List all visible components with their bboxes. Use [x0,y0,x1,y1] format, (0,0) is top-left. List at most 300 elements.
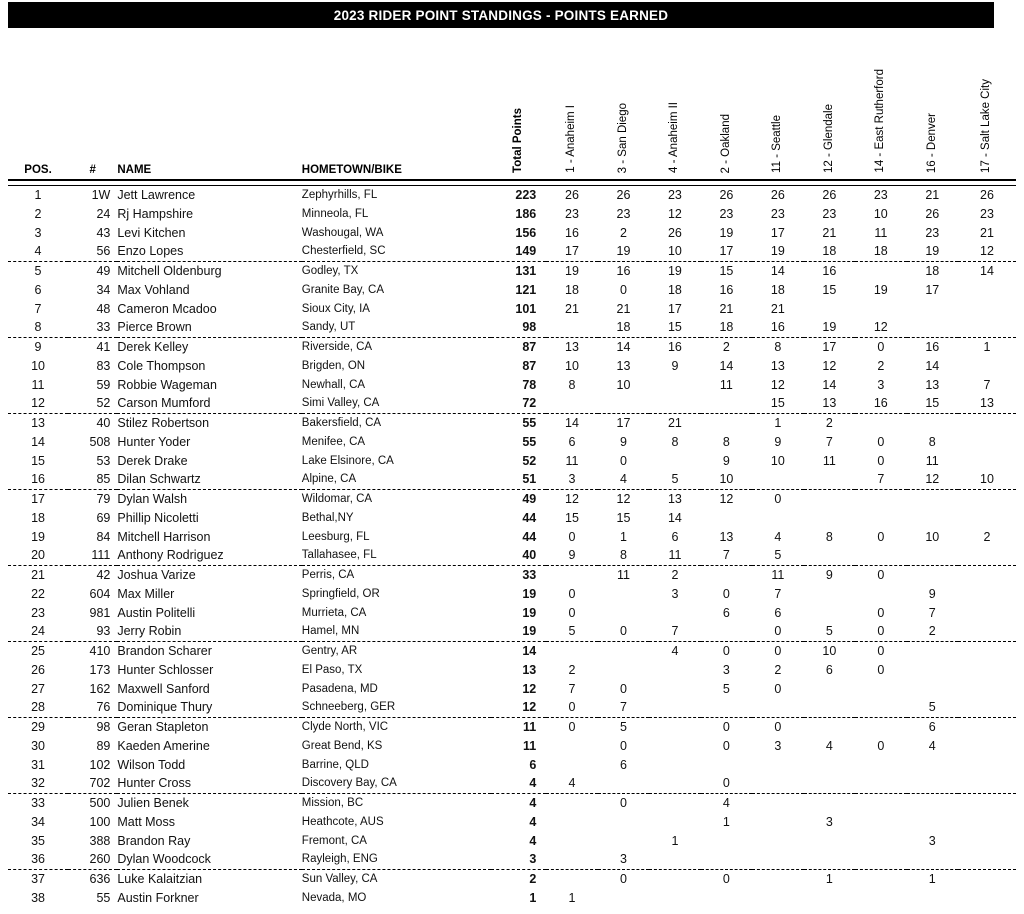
rider-number: 100 [89,814,111,829]
rider-round-points [855,489,906,508]
rider-number: 636 [89,871,111,886]
header-round-7-label: 14 - East Rutherford [874,69,887,173]
rider-round-points: 6 [568,434,576,449]
rider-name: Brandon Scharer [117,643,212,658]
rider-number: 34 [96,282,111,297]
header-number: # [89,164,96,176]
header-round-6-label: 12 - Glendale [822,103,835,173]
rider-round-points [855,812,906,831]
rider-round-points: 11 [822,453,836,468]
rider-round-points [546,641,597,660]
rider-round-points: 2 [983,529,991,544]
rider-round-points: 0 [877,738,885,753]
rider-number: 41 [96,339,111,354]
rider-round-points: 2 [774,662,782,677]
rider-round-points [855,413,906,432]
rider-round-points: 6 [722,605,730,620]
rider-hometown: Nevada, MO [301,891,367,904]
rider-round-points [752,508,803,527]
rider-round-points: 0 [619,453,627,468]
table-row [8,299,1016,318]
rider-position: 1 [34,187,42,202]
rider-total-points: 3 [491,850,547,869]
rider-round-points: 12 [855,318,906,337]
rider-hometown: Sioux City, IA [301,302,370,315]
table-row [8,869,1016,888]
rider-hometown: Schneeberg, GER [302,698,491,717]
rider-round-points [855,679,906,698]
rider-round-points: 26 [822,187,837,202]
rider-round-points: 9 [722,453,730,468]
table-row [8,641,1016,660]
rider-round-points [958,774,1016,793]
rider-round-points: 3 [774,738,782,753]
rider-position: 33 [31,795,45,810]
table-row [8,622,1016,641]
rider-round-points: 10 [925,529,940,544]
rider-round-points: 23 [925,225,940,240]
table-row [8,185,1016,204]
rider-round-points [649,698,700,717]
rider-round-points: 5 [752,546,803,565]
rider-round-points: 18 [667,282,682,297]
table-row [8,356,1016,375]
rider-round-points [855,584,906,603]
rider-round-points [907,679,958,698]
rider-number: 49 [96,263,111,278]
rider-hometown: Mission, BC [301,796,364,809]
rider-round-points [804,774,855,793]
rider-round-points: 12 [770,377,785,392]
rider-total-points: 19 [522,605,537,620]
rider-round-points: 18 [701,318,752,337]
table-row [8,451,1016,470]
rider-round-points [958,717,1016,736]
rider-round-points [649,812,700,831]
rider-name: Pierce Brown [117,318,301,337]
table-row [8,679,1016,698]
rider-round-points [958,565,1016,584]
rider-number: 702 [68,774,117,793]
rider-round-points: 14 [980,263,994,278]
rider-number: 24 [96,206,111,221]
rider-round-points: 0 [877,529,885,544]
rider-number: 53 [96,453,111,468]
rider-name: Jett Lawrence [117,187,196,202]
rider-round-points [958,356,1016,375]
rider-round-points [804,679,855,698]
rider-hometown: Springfield, OR [301,587,380,600]
rider-round-points: 0 [774,643,782,658]
rider-round-points [649,850,700,869]
rider-round-points [855,261,906,280]
rider-hometown: Heathcote, AUS [301,815,384,828]
rider-round-points: 3 [928,833,936,848]
rider-round-points: 6 [825,662,833,677]
rider-round-points: 1 [825,871,833,886]
rider-position: 5 [34,263,42,278]
table-row [8,280,1016,299]
rider-round-points: 21 [822,225,837,240]
rider-round-points: 15 [907,394,958,413]
rider-round-points [649,603,700,622]
rider-round-points [598,660,649,679]
rider-number: 98 [96,719,111,734]
rider-position: 23 [31,605,45,620]
rider-round-points [649,660,700,679]
rider-round-points: 8 [722,434,730,449]
rider-round-points: 1 [774,415,782,430]
rider-round-points: 0 [722,871,730,886]
rider-round-points [804,489,855,508]
rider-total-points: 4 [529,833,537,848]
rider-position: 29 [31,719,45,734]
rider-round-points [907,546,958,565]
rider-round-points: 23 [667,187,682,202]
rider-total-points: 4 [491,774,547,793]
rider-round-points [958,736,1016,755]
rider-round-points [855,888,906,907]
rider-round-points [752,755,803,774]
rider-round-points: 9 [671,358,679,373]
rider-round-points: 4 [722,795,730,810]
rider-number: 111 [68,546,117,565]
rider-round-points: 19 [598,242,649,261]
rider-round-points [855,546,906,565]
rider-round-points: 14 [770,263,785,278]
table-row [8,204,1016,223]
rider-round-points [907,755,958,774]
rider-round-points [958,641,1016,660]
rider-hometown: Bethal,NY [301,511,354,524]
table-header [8,40,1016,185]
rider-round-points: 1 [671,833,679,848]
rider-round-points: 9 [928,586,936,601]
rider-round-points: 10 [770,453,785,468]
rider-round-points [701,755,752,774]
rider-name: Cole Thompson [117,358,206,373]
rider-total-points: 12 [491,698,547,717]
rider-round-points: 12 [565,491,579,506]
rider-round-points [598,812,649,831]
table-row [8,888,1016,907]
rider-round-points [958,698,1016,717]
rider-round-points: 16 [752,318,803,337]
rider-position: 19 [31,529,45,544]
rider-position: 36 [8,850,68,869]
rider-name: Phillip Nicoletti [117,510,199,525]
rider-round-points [958,793,1016,812]
rider-total-points: 19 [491,622,547,641]
rider-round-points [958,508,1016,527]
rider-round-points: 13 [770,358,785,373]
rider-round-points [546,755,597,774]
rider-round-points [958,869,1016,888]
rider-name: Brandon Ray [117,833,191,848]
rider-number: 43 [96,225,111,240]
rider-round-points: 1 [928,871,936,886]
rider-position: 22 [31,586,45,601]
rider-round-points: 11 [649,546,700,565]
rider-name: Hunter Yoder [117,434,191,449]
rider-round-points: 17 [925,282,940,297]
rider-name: Luke Kalaitzian [117,871,203,886]
rider-round-points: 19 [907,242,958,261]
rider-total-points: 149 [491,242,547,261]
rider-round-points: 0 [619,738,627,753]
table-row [8,489,1016,508]
rider-round-points: 0 [877,605,885,620]
rider-hometown: Sandy, UT [302,318,491,337]
table-row [8,337,1016,356]
header-round-6 [804,40,855,180]
rider-round-points: 1 [722,814,730,829]
rider-round-points [752,831,803,850]
rider-round-points: 5 [546,622,597,641]
rider-hometown: Newhall, CA [301,378,366,391]
rider-round-points: 17 [701,242,752,261]
rider-round-points: 12 [616,491,631,506]
rider-round-points: 21 [925,187,940,202]
rider-name: Max Vohland [117,282,190,297]
rider-round-points: 10 [873,206,888,221]
table-row [8,261,1016,280]
rider-name: Rj Hampshire [117,206,194,221]
rider-number: 85 [68,470,117,489]
rider-name: Mitchell Harrison [117,529,211,544]
rider-round-points: 16 [925,339,940,354]
rider-round-points [649,717,700,736]
rider-hometown: Minneola, FL [301,207,369,220]
rider-round-points: 14 [667,510,682,525]
rider-position: 3 [34,225,42,240]
header-round-1-label: 1 - Anaheim I [565,105,578,173]
rider-round-points: 11 [719,377,733,392]
rider-round-points [907,812,958,831]
rider-round-points: 18 [598,318,649,337]
rider-position: 4 [8,242,68,261]
rider-round-points [907,888,958,907]
rider-round-points [958,888,1016,907]
rider-round-points: 12 [958,242,1016,261]
rider-round-points: 16 [855,394,906,413]
rider-hometown: Murrieta, CA [301,606,367,619]
rider-position: 11 [31,377,45,392]
rider-number: 84 [96,529,111,544]
rider-total-points: 87 [522,339,537,354]
rider-name: Cameron Mcadoo [117,301,217,316]
table-row [8,413,1016,432]
rider-round-points [855,698,906,717]
rider-round-points [804,299,855,318]
rider-total-points: 101 [515,301,537,316]
rider-round-points [546,394,597,413]
rider-round-points: 19 [565,263,579,278]
rider-round-points: 2 [671,567,679,582]
rider-name: Jerry Robin [117,622,301,641]
rider-round-points: 0 [877,453,885,468]
rider-round-points [649,793,700,812]
rider-round-points: 26 [565,187,579,202]
rider-round-points: 2 [619,225,627,240]
rider-name: Matt Moss [117,814,176,829]
rider-position: 2 [34,206,42,221]
rider-round-points [701,565,752,584]
rider-round-points: 0 [774,491,782,506]
rider-round-points: 18 [770,282,785,297]
rider-round-points: 4 [671,643,679,658]
rider-hometown: Gentry, AR [301,644,358,657]
table-row [8,660,1016,679]
rider-round-points: 11 [616,567,630,582]
rider-round-points [701,831,752,850]
rider-round-points [649,869,700,888]
rider-round-points: 4 [774,529,782,544]
header-round-3-label: 4 - Anaheim II [668,102,681,173]
header-round-4-label: 2 - Oakland [719,113,732,173]
table-row [8,508,1016,527]
rider-round-points: 4 [928,738,936,753]
rider-round-points [598,888,649,907]
rider-round-points: 15 [565,510,579,525]
rider-round-points: 5 [619,719,627,734]
rider-hometown: El Paso, TX [301,663,363,676]
rider-name: Carson Mumford [117,394,301,413]
rider-round-points: 1 [568,890,576,905]
rider-round-points: 8 [598,546,649,565]
rider-position: 35 [31,833,45,848]
rider-round-points: 8 [825,529,833,544]
table-row [8,527,1016,546]
rider-round-points: 8 [568,377,576,392]
table-row [8,774,1016,793]
table-row [8,793,1016,812]
rider-round-points [907,660,958,679]
rider-name: Joshua Varize [117,567,196,582]
rider-round-points [907,565,958,584]
rider-round-points: 10 [565,358,579,373]
rider-round-points: 18 [804,242,855,261]
rider-hometown: Menifee, CA [301,435,366,448]
rider-total-points: 2 [529,871,537,886]
rider-round-points [752,850,803,869]
rider-round-points [855,774,906,793]
rider-round-points: 0 [722,643,730,658]
rider-round-points: 1 [619,529,627,544]
rider-round-points: 12 [822,358,837,373]
rider-round-points: 4 [598,470,649,489]
rider-round-points: 0 [619,871,627,886]
rider-name: Julien Benek [117,795,189,810]
rider-round-points: 26 [925,206,940,221]
rider-total-points: 14 [522,643,537,658]
rider-round-points: 7 [825,434,833,449]
rider-round-points: 12 [719,491,734,506]
rider-round-points [804,888,855,907]
rider-round-points: 10 [701,470,752,489]
rider-name: Anthony Rodriguez [117,546,301,565]
rider-round-points: 9 [825,567,833,582]
rider-round-points [958,432,1016,451]
rider-round-points [649,394,700,413]
rider-hometown: Simi Valley, CA [302,394,491,413]
rider-round-points: 4 [546,774,597,793]
rider-position: 15 [31,453,45,468]
table-body [8,185,1016,907]
rider-round-points: 9 [546,546,597,565]
rider-round-points: 23 [980,206,994,221]
rider-round-points [958,318,1016,337]
rider-hometown: Great Bend, KS [301,739,383,752]
rider-hometown: Hamel, MN [302,622,491,641]
table-row [8,584,1016,603]
rider-position: 28 [8,698,68,717]
rider-position: 20 [8,546,68,565]
rider-round-points: 2 [568,662,576,677]
rider-round-points: 0 [568,529,576,544]
rider-name: Stilez Robertson [117,415,210,430]
rider-round-points: 23 [822,206,837,221]
rider-total-points: 98 [491,318,547,337]
rider-round-points [958,280,1016,299]
rider-round-points [958,451,1016,470]
rider-round-points: 11 [874,225,888,240]
rider-hometown: Alpine, CA [302,470,491,489]
rider-name: Austin Forkner [117,890,199,905]
rider-round-points [804,470,855,489]
rider-round-points: 6 [671,529,679,544]
rider-round-points: 2 [907,622,958,641]
rider-number: 79 [96,491,111,506]
rider-number: 508 [89,434,111,449]
rider-round-points: 15 [719,263,734,278]
rider-round-points [855,869,906,888]
rider-round-points: 18 [565,282,579,297]
rider-hometown: Riverside, CA [301,340,373,353]
rider-round-points [958,660,1016,679]
rider-name: Derek Drake [117,453,188,468]
rider-position: 34 [31,814,45,829]
rider-round-points: 0 [722,586,730,601]
rider-round-points: 0 [855,622,906,641]
header-name: NAME [117,164,152,176]
table-row [8,223,1016,242]
rider-name: Levi Kitchen [117,225,186,240]
rider-round-points [804,603,855,622]
rider-round-points: 26 [616,187,631,202]
rider-number: 76 [68,698,117,717]
rider-position: 8 [8,318,68,337]
rider-position: 9 [34,339,42,354]
rider-round-points: 0 [722,719,730,734]
rider-round-points: 23 [616,206,631,221]
rider-round-points [855,299,906,318]
rider-total-points: 33 [522,567,537,582]
rider-round-points [598,394,649,413]
rider-number: 604 [89,586,111,601]
rider-number: 1W [91,187,111,202]
rider-name: Max Miller [117,586,175,601]
rider-position: 10 [31,358,45,373]
rider-round-points [958,603,1016,622]
rider-round-points: 5 [649,470,700,489]
page-title: 2023 RIDER POINT STANDINGS - POINTS EARNED [333,7,669,23]
table-row [8,755,1016,774]
rider-round-points: 6 [619,757,627,772]
rider-position: 37 [31,871,45,886]
rider-position: 31 [31,757,45,772]
rider-total-points: 55 [522,415,537,430]
